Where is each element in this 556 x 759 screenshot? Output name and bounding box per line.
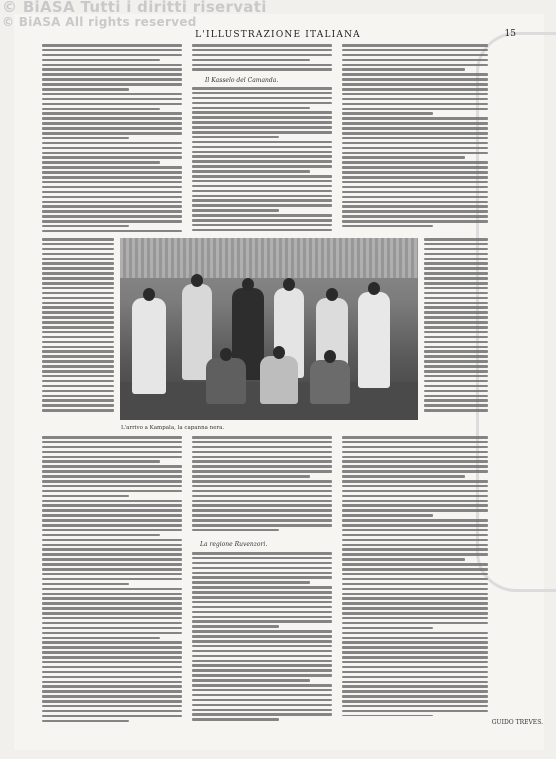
column-2-bottom-text	[192, 436, 332, 537]
photo-seated-person	[206, 358, 246, 404]
watermark	[2, 0, 267, 30]
section-heading: Il Kasselo del Camanda.	[205, 77, 279, 84]
section-heading: La regione Ruvenzori.	[200, 541, 268, 548]
author-signature: GUIDO TREVES.	[491, 719, 543, 726]
column-1-top-text	[42, 44, 182, 236]
column-3-top-text	[342, 44, 488, 236]
photo-seated-person	[310, 360, 350, 404]
watermark-line-1: © BiASA Tutti i diritti riservati	[2, 0, 267, 16]
photograph-group-portrait	[120, 238, 418, 420]
page-number: 15	[504, 29, 516, 39]
column-2-top-text-continued	[192, 87, 332, 236]
watermark-line-2: © BiASA All rights reserved	[2, 15, 197, 29]
figure-caption: L'arrivo a Kampala, la capanna nera.	[121, 425, 225, 431]
page-header	[40, 29, 516, 41]
photo-person	[132, 298, 166, 394]
photo-person	[358, 292, 390, 388]
column-3-side-text	[424, 238, 488, 420]
column-1-bottom-text	[42, 436, 182, 728]
column-3-bottom-text	[342, 436, 488, 716]
photo-seated-person	[260, 356, 298, 404]
column-2-bottom-text-continued	[192, 552, 332, 728]
watermark-seal-icon	[476, 32, 556, 592]
photo-thatched-roof	[120, 238, 418, 278]
column-1-side-text	[42, 238, 114, 420]
journal-title: L'ILLUSTRAZIONE ITALIANA	[195, 30, 361, 40]
